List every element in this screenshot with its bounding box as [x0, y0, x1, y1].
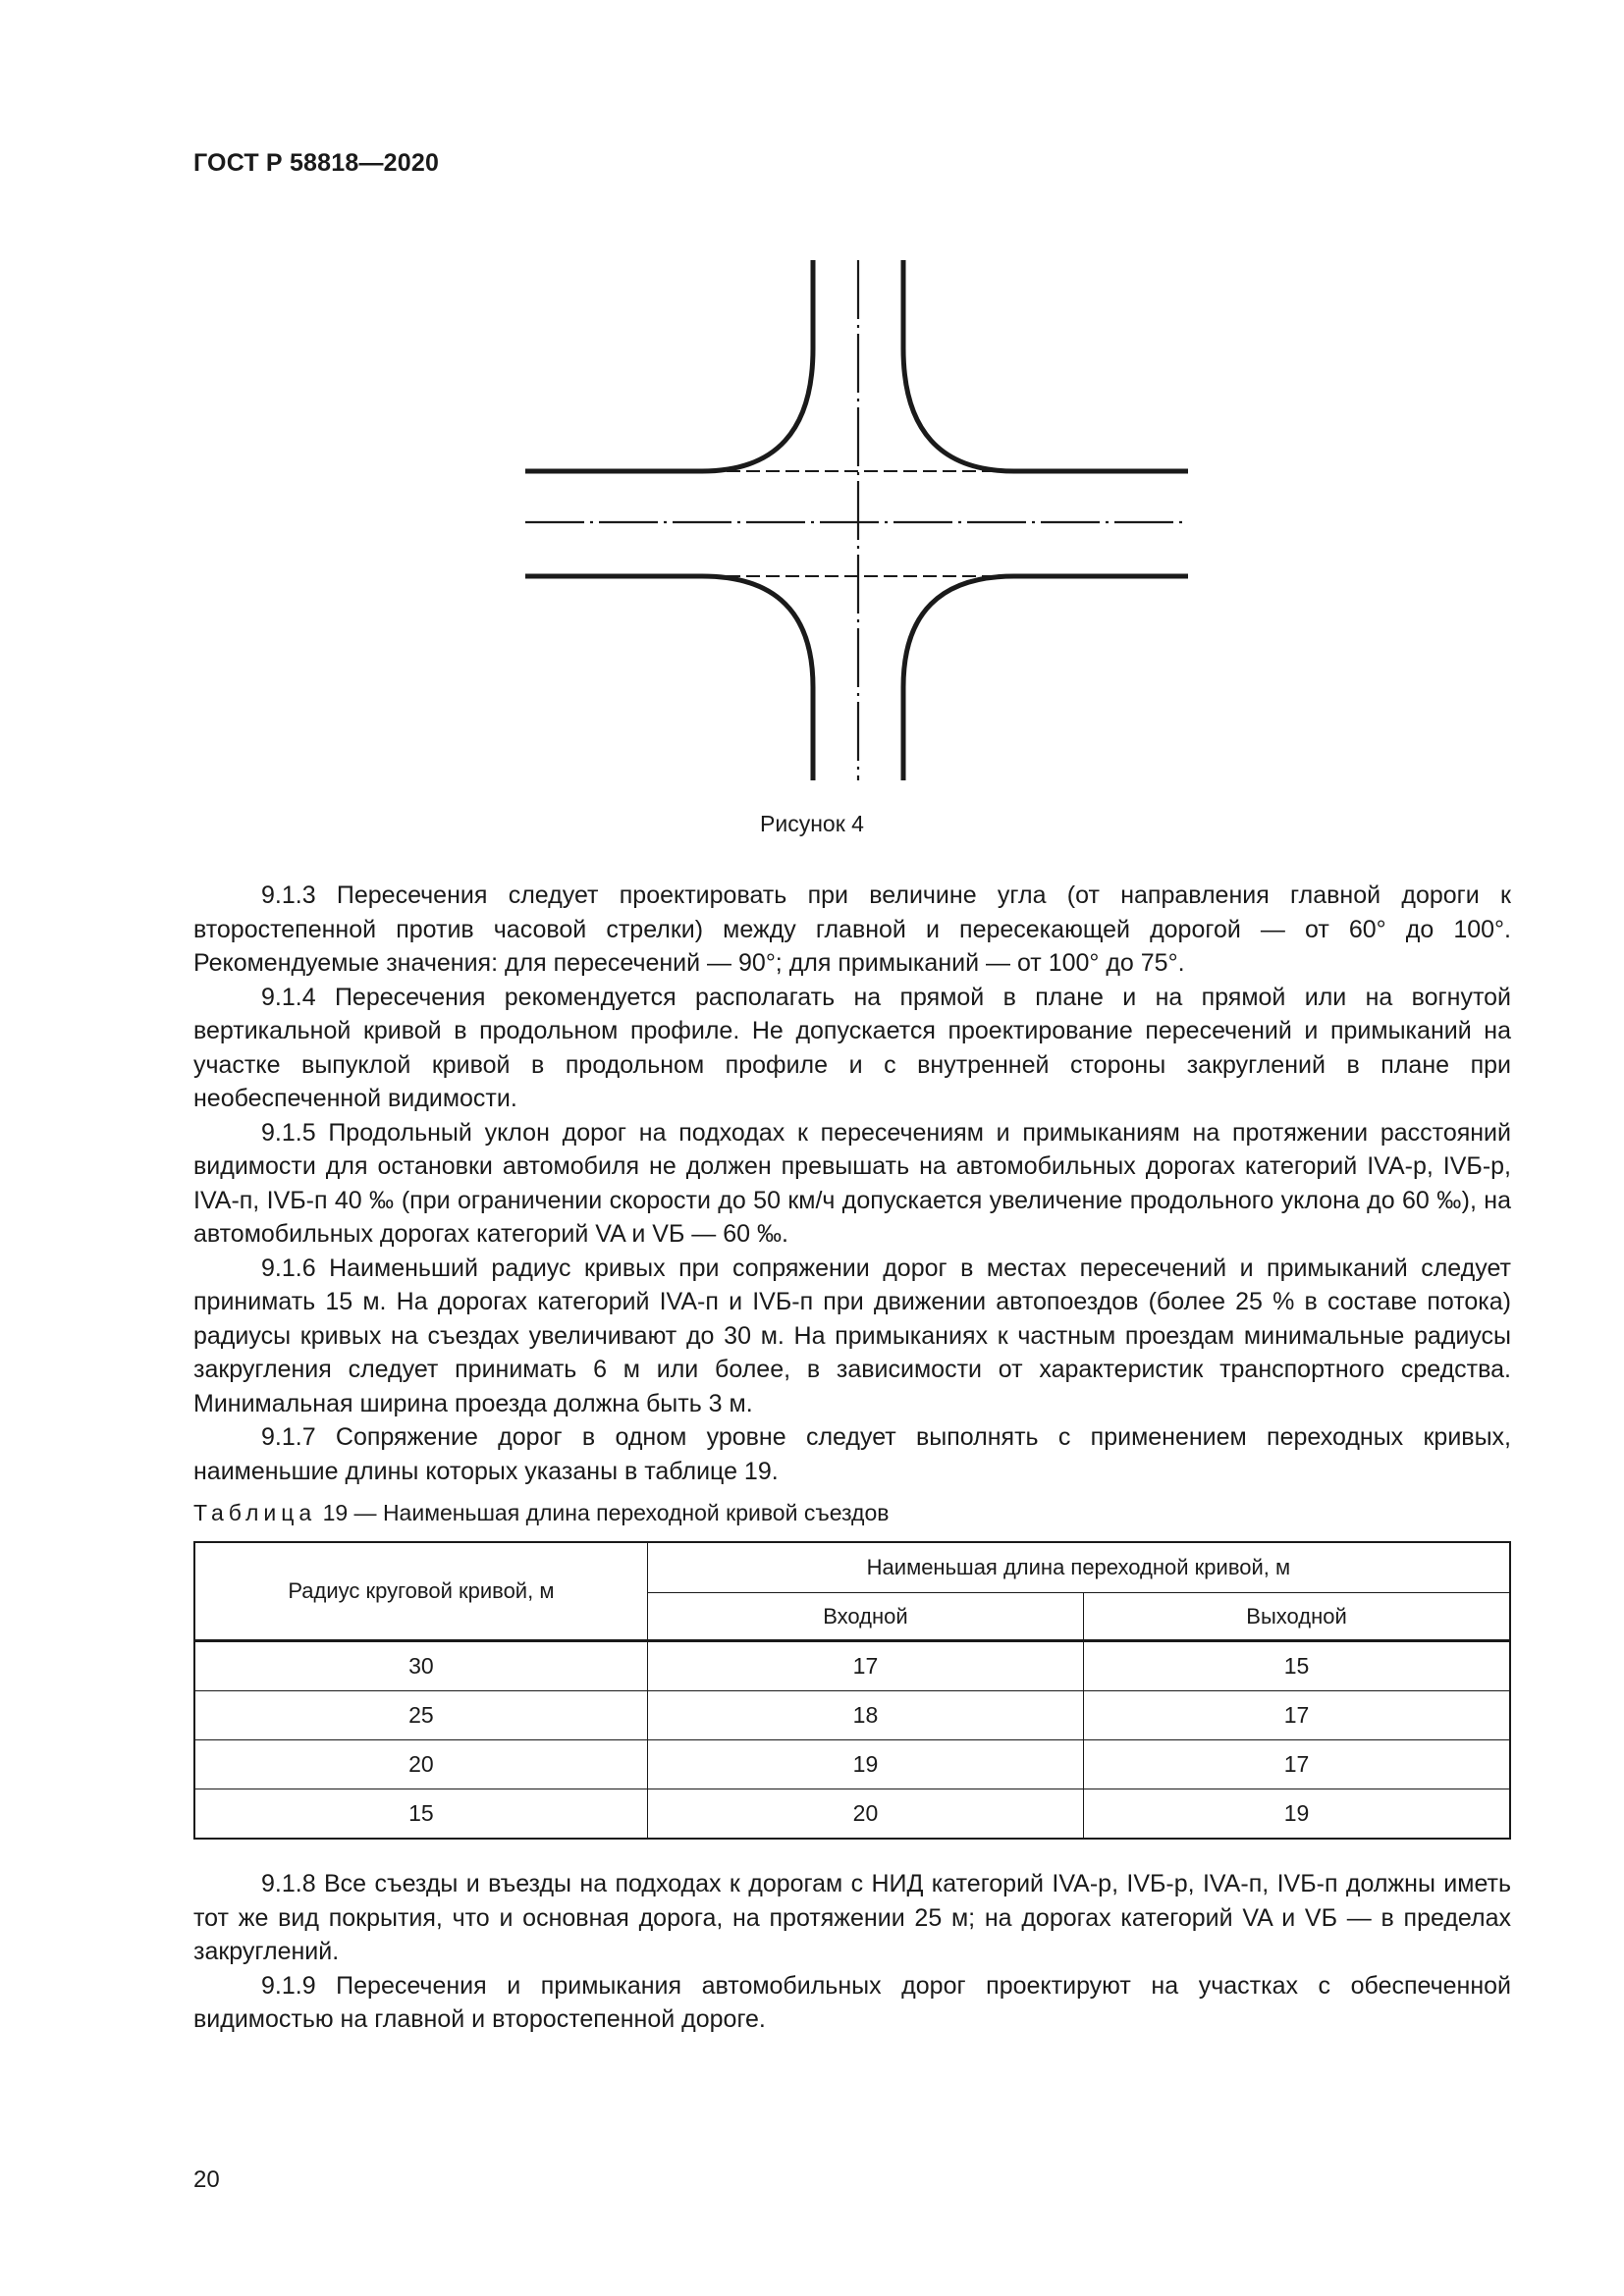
- paragraph-9-1-4: 9.1.4 Пересечения рекомендуется располагать на прямой в плане и на прямой или на вогнутой вертикальной кривой в продольном профиле. Не допускается проектирование пересечений и примыканий на участке выпуклой кривой в продольном профиле и с внутренней стороны закруглений в плане при необеспеченной видимости.: [193, 983, 1511, 1112]
- table-caption: [193, 1500, 889, 1526]
- paragraph-9-1-3: 9.1.3 Пересечения следует проектировать при величине угла (от направления главной дороги к второстепенной против часовой стрелки) между главной и пересекающей дорогой — от 60° до 100°. Рекомендуемые значения: для пересечений — 90°; для примыканий — от 100° до 75°.: [193, 881, 1511, 977]
- cell-outlet: 17: [1084, 1740, 1510, 1789]
- paragraph-9-1-6: 9.1.6 Наименьший радиус кривых при сопряжении дорог в местах пересечений и примыканий следует принимать 15 м. На дорогах категорий IVA-п и IVБ-п при движении автопоездов (более 25 % в составе потока) радиусы кривых на съездах увеличивают до 30 м. На примыканиях к частным проездам минимальные радиусы закругления следует принимать 6 м или более, в зависимости от характеристик транспортного средства. Минимальная ширина проезда должна быть 3 м.: [193, 1254, 1511, 1417]
- text-block-bottom: [193, 1867, 1511, 2037]
- paragraph-9-1-5: 9.1.5 Продольный уклон дорог на подходах к пересечениям и примыканиям на протяжении расстояний видимости для остановки автомобиля не должен превышать на автомобильных дорогах категорий IVA-р, IVБ-р, IVA-п, IVБ-п 40 ‰ (при ограничении скорости до 50 км/ч допускается увеличение продольного уклона до 60 ‰), на автомобильных дорогах категорий VA и VБ — 60 ‰.: [193, 1118, 1511, 1248]
- cell-inlet: 17: [647, 1641, 1083, 1691]
- cell-radius: 15: [194, 1789, 647, 1840]
- cell-outlet: 19: [1084, 1789, 1510, 1840]
- transition-curve-table: [193, 1541, 1511, 1840]
- cell-radius: 20: [194, 1740, 647, 1789]
- curb-top-left: [525, 260, 813, 471]
- paragraph-9-1-9: 9.1.9 Пересечения и примыкания автомобильных дорог проектируют на участках с обеспеченной видимостью на главной и второстепенной дороге.: [193, 1971, 1511, 2033]
- text-block-top: [193, 879, 1511, 1488]
- paragraph-9-1-8: 9.1.8 Все съезды и въезды на подходах к дорогам с НИД категорий IVA-р, IVБ-р, IVA-п, IVБ-п должны иметь тот же вид покрытия, что и основная дорога, на протяжении 25 м; на дорогах категорий VA и VБ — в пределах закруглений.: [193, 1870, 1511, 1965]
- cell-radius: 25: [194, 1691, 647, 1740]
- table-row: [194, 1691, 1510, 1740]
- header-inlet: Входной: [647, 1593, 1083, 1641]
- table-caption-word: Таблица: [193, 1500, 317, 1525]
- table-caption-title: 19 — Наименьшая длина переходной кривой съездов: [316, 1500, 890, 1525]
- cell-radius: 30: [194, 1641, 647, 1691]
- intersection-diagram: [511, 255, 1198, 785]
- cell-outlet: 15: [1084, 1641, 1510, 1691]
- curb-bottom-right: [903, 576, 1188, 780]
- curb-top-right: [903, 260, 1188, 471]
- header-outlet: Выходной: [1084, 1593, 1510, 1641]
- cell-inlet: 19: [647, 1740, 1083, 1789]
- table-row: [194, 1641, 1510, 1691]
- figure-caption: Рисунок 4: [760, 811, 864, 836]
- table-row: [194, 1789, 1510, 1840]
- header-radius: Радиус круговой кривой, м: [194, 1542, 647, 1641]
- cell-inlet: 18: [647, 1691, 1083, 1740]
- cell-inlet: 20: [647, 1789, 1083, 1840]
- page-number: 20: [193, 2166, 220, 2193]
- cell-outlet: 17: [1084, 1691, 1510, 1740]
- paragraph-9-1-7: 9.1.7 Сопряжение дорог в одном уровне следует выполнять с применением переходных кривых, наименьшие длины которых указаны в таблице 19.: [193, 1423, 1511, 1485]
- table-row: [194, 1740, 1510, 1789]
- header-group: Наименьшая длина переходной кривой, м: [647, 1542, 1510, 1593]
- curb-bottom-left: [525, 576, 813, 780]
- document-header: ГОСТ Р 58818—2020: [193, 149, 440, 177]
